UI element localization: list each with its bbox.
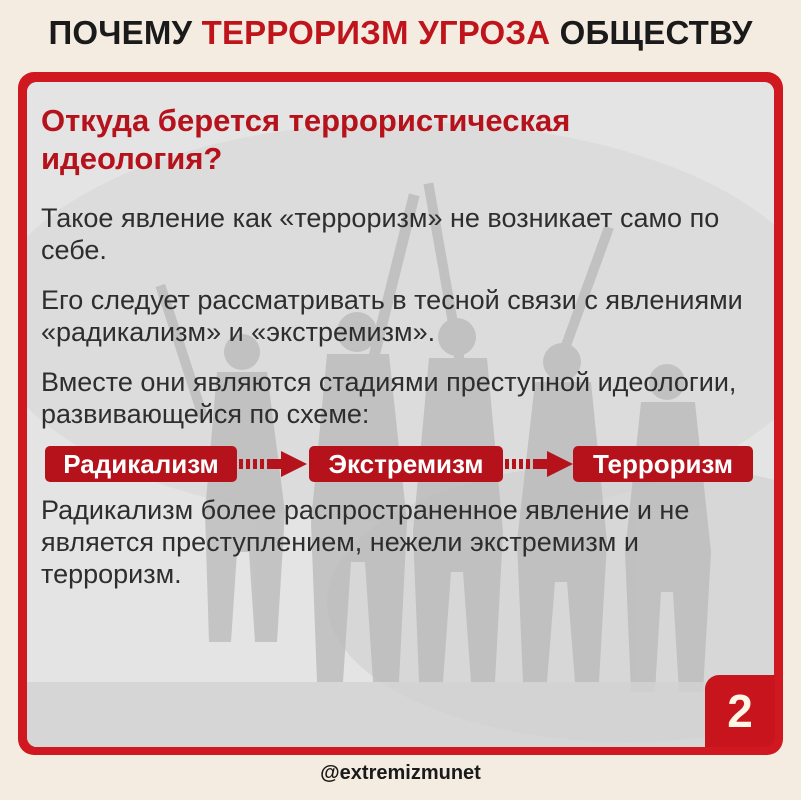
page-header bbox=[0, 14, 801, 52]
paragraph-2: Его следует рассматривать в тесной связи с явлениями «радикализм» и «экстремизм». bbox=[41, 285, 743, 347]
header-accent-text: ТЕРРОРИЗМ УГРОЗА bbox=[201, 14, 551, 51]
scheme-flow bbox=[27, 440, 774, 480]
card-panel bbox=[27, 82, 774, 747]
paragraph-4: Радикализм более распространенное явление и не является преступлением, нежели экстремизм и терроризм. bbox=[41, 495, 690, 589]
scheme-step-terrorism: Терроризм bbox=[573, 446, 753, 482]
scheme-step-extremism: Экстремизм bbox=[309, 446, 503, 482]
card-title: Откуда берется террористическая идеология? bbox=[41, 103, 571, 176]
paragraph-3: Вместе они являются стадиями преступной идеологии, развивающейся по схеме: bbox=[41, 367, 737, 429]
arrow-right-icon bbox=[239, 450, 309, 478]
header-text-part2: ОБЩЕСТВУ bbox=[550, 14, 753, 51]
header-text-part1: ПОЧЕМУ bbox=[48, 14, 202, 51]
scheme-step-radicalism: Радикализм bbox=[45, 446, 237, 482]
footer-handle: @extremizmunet bbox=[320, 762, 481, 784]
arrow-right-icon bbox=[505, 450, 575, 478]
paragraph-1: Такое явление как «терроризм» не возникает само по себе. bbox=[41, 203, 720, 265]
page-number-badge: 2 bbox=[705, 675, 775, 747]
